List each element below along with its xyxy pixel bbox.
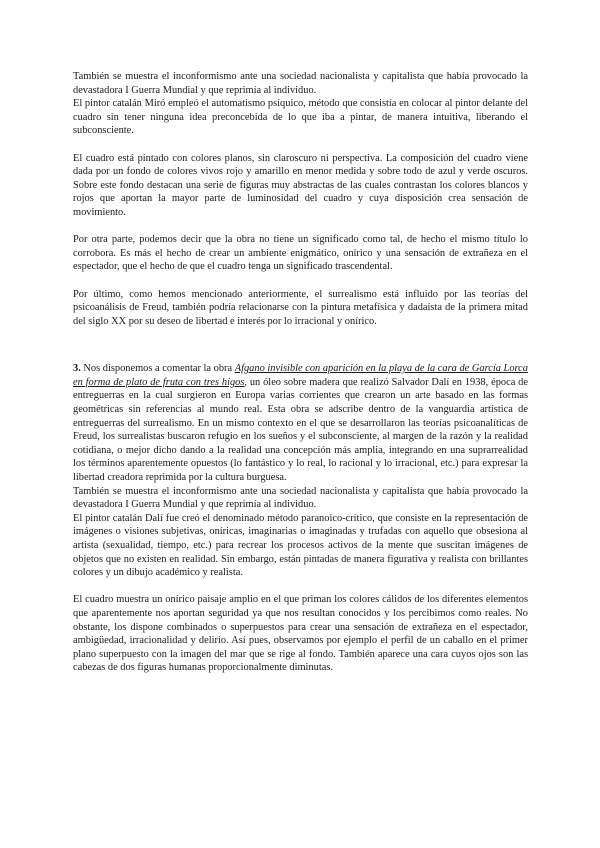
paragraph-miro-composicion: El cuadro está pintado con colores planos, sin claroscuro ni perspectiva. La composición del cuadro viene dada por un fondo de colores vivos rojo y amarillo en menor medida y sobre todo de azul y verde oscuros. Sobre este fondo destacan una serie de figuras muy abstractas de las cuales contrastan los colores blancos y rojos que aportan la mayor parte de luminosidad del cuadro y cuya disposición crea sensación de movimiento. (73, 152, 528, 218)
section-context-text: , un óleo sobre madera que realizó Salvador Dalí en 1938, época de entreguerras en la cual surgieron en Europa varias corrientes que crearon un arte basado en las formas geométricas sin referencias al mundo real. Esta obra se adscribe dentro de la vanguardia artística de entreguerras del surrealismo. En un mismo contexto en el que se desarrollaron las teorías psicoanalíticas de Freud, los surrealistas buscaron refugio en los sueños y el subconsciente, al margen de la razón y la realidad cotidiana, o mejor dicho dando a la realidad una concepción más amplia, integrando en una suprarrealidad los términos aparentemente opuestos (lo fantástico y lo real, lo racional y lo irracional, etc.) para expresar la libertad creadora reprimida por la cultura burguesa. (73, 376, 528, 484)
spacer (73, 220, 528, 234)
spacer-large (73, 328, 528, 362)
document-page (73, 70, 528, 675)
spacer (73, 138, 528, 152)
paragraph-miro-freud: Por último, como hemos mencionado anteriormente, el surrealismo está influido por las teorías del psicoanálisis de Freud, también podría relacionarse con la pintura metafísica y dadaísta de la primera mitad del siglo XX por su deseo de libertad e interés por lo irracional y onírico. (73, 288, 528, 327)
paragraph-dali-paisaje: El cuadro muestra un onírico paisaje amplio en el que priman los colores cálidos de los diferentes elementos que aparentemente nos aportan seguridad ya que nos resultan conocidos y los percibimos como reales. No obstante, los dispone combinados o superpuestos para crear una sensación de extrañeza en el espectador, ambigüedad, irracionalidad y delirio. Así pues, observamos por ejemplo el perfil de un caballo en el primer plano superpuesto con la imagen del mar que se rige al fondo. También aparece una cara cuyos ojos son las cabezas de dos figuras humanas proporcionalmente diminutas. (73, 594, 528, 674)
spacer (73, 274, 528, 288)
paragraph-inconformismo-2: También se muestra el inconformismo ante una sociedad nacionalista y capitalista que había provocado la devastadora I Guerra Mundial y que reprimía al individuo. (73, 485, 528, 511)
section-number: 3. (73, 363, 81, 375)
paragraph-miro-automatismo: El pintor catalán Miró empleó el automatismo psíquico, método que consistía en colocar al pintor delante del cuadro sin tener ninguna idea preconcebida de lo que iba a pintar, de manera intuitiva, liberando el subconsciente. (73, 98, 528, 137)
paragraph-section-3-intro (73, 362, 528, 484)
spacer (73, 580, 528, 594)
paragraph-inconformismo-1: También se muestra el inconformismo ante una sociedad nacionalista y capitalista que había provocado la devastadora I Guerra Mundial y que reprimía al individuo. (73, 71, 528, 96)
paragraph-miro-significado: Por otra parte, podemos decir que la obra no tiene un significado como tal, de hecho el mismo título lo corrobora. Es más el hecho de crear un ambiente enigmático, onírico y una sensación de extrañeza en el espectador, que el hecho de que el cuadro tenga un significado trascendental. (73, 234, 528, 273)
section-intro-text: Nos disponemos a comentar la obra (80, 363, 235, 375)
artwork-title: Afgano invisible con aparición en la playa de la cara de García Lorca en forma de plato de fruta con tres higos (73, 363, 528, 388)
paragraph-dali-metodo: El pintor catalán Dalí fue creó el denominado método paranoico-crítico, que consiste en la representación de imágenes o visiones subjetivas, oníricas, imaginarias o imaginadas y trufadas con aquello que obsesiona al artista (sexualidad, tiempo, etc.) para recrear los procesos activos de la mente que suscitan imágenes de objetos que no existen en realidad. Sin embargo, están pintadas de manera figurativa y realista con brillantes colores y un dibujo académico y realista. (73, 512, 528, 579)
